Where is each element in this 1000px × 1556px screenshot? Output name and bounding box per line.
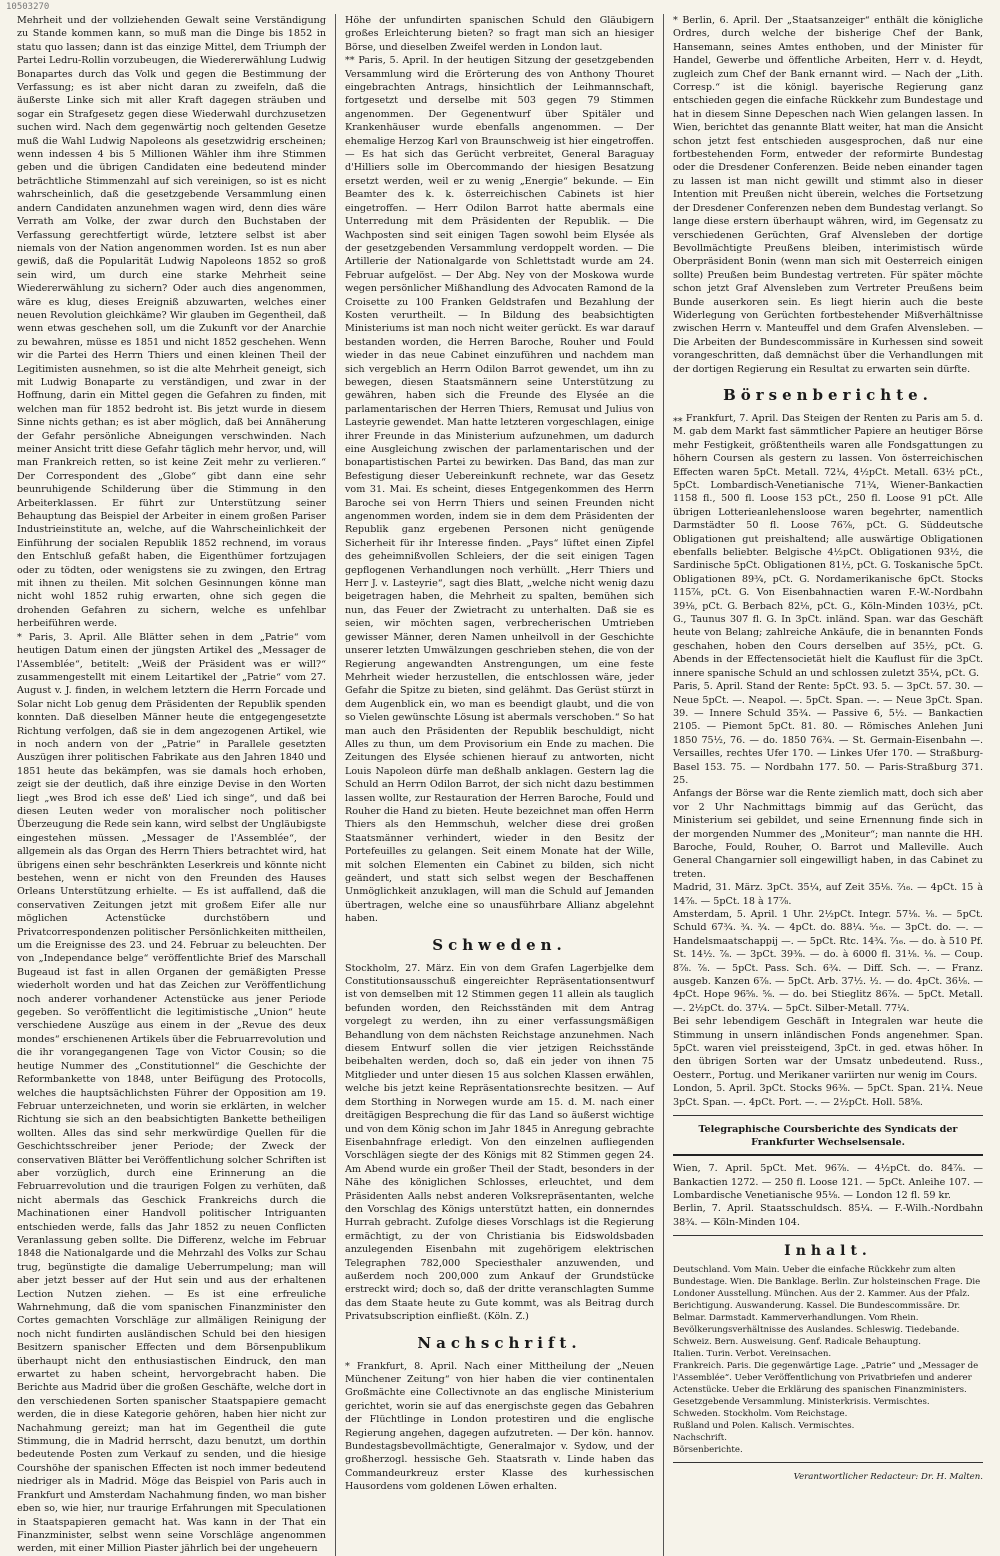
contents-title: Inhalt. <box>784 1243 872 1260</box>
contents-entry: Italien. Turin. Verbot. Vereinsachen. <box>673 1349 832 1360</box>
column-2 <box>336 14 664 1556</box>
divider <box>673 1115 983 1116</box>
article-paris-3-april: * Paris, 3. April. Alle Blätter sehen in dem „Patrie“ vom heutigen Datum einen der jüngsten Artikel des „Messager de l'Assemblée“, betitelt: „Weiß der Präsident was er will?“ zusammengestellt mit einem Leitartikel der „Patrie“ vom 27. August v. J. finden, in welchem letztern die Herrn Forcade und Solar nicht Lob genug dem Präsidenten der Republik spenden konnten. Daß dieselben Männer heute die entgegengesetzte Richtung verfolgen, daß sie in dem angezogenen Artikel, wie in noch andern von der „Patrie“ in Parallele gesetzten Auszügen ihrer politischen Fabrikate aus den Jahren 1840 und 1851 heute das bekämpfen, was sie damals hoch erhoben, zeigt sie der deutlich, daß ihre einzige Devise in den Worten liegt „wes Brod ich esse deß' Lied ich singe“, und daß bei diesen Leuten weder von moralischer noch politischer Überzeugung die Rede sein kann, wird selbst der Ungläubigste eingestehen müssen. „Messager de l'Assemblée“, der allgemein als das Organ des Herrn Thiers betrachtet wird, hat übrigens einen sehr beschränkten Leserkreis und könnte nicht bestehen, wenn er nicht von den Freunden des Hauses Orleans Unterstützung erhielte. — Es ist auffallend, daß die conservativen Zeitungen jetzt mit großem Eifer alle nur möglichen Actenstücke durchstöbern und Privatcorrespondenzen politischer Persönlichkeiten mittheilen, um die Ereignisse des 23. und 24. Februar zu beleuchten. Der von „Independance belge“ veröffentlichte Brief des Marschall Bugeaud ist fast in allen Organen der gemäßigten Presse wiederholt worden und hat das Zeichen zur Veröffentlichung noch anderer vorhandener Actenstücke aus jener Periode gegeben. So veröffentlicht die legitimistische „Union“ heute verschiedene Auszüge aus einem in der „Revue des deux mondes“ erschienenen Artikels über die Februarrevolution und die ihr vorangegangenen Tage von Victor Cousin; so die heutige Nummer des „Constitutionnel“ die Geschichte der Reformbankette von 1848, unter Beifügung des Protocolls, welches die hauptsächlichsten Führer der Opposition am 19. Februar unterzeichneten, und worin sie erklärten, in welcher Richtung sie sich an den beabsichtigten Bankette betheiligen wollten. Alles das sind sehr merkwürdige Quellen für die Geschichtsschreiber jener Periode; der Zweck der conservativen Blätter bei Veröffentlichung solcher Schriften ist aber vorzüglich, durch eine Erinnerung an die Februarrevolution und die traurigen Folgen zu verhüten, daß nicht abermals das Geschick Frankreichs durch die Machinationen einer Handvoll politischer Intriguanten entschieden werde, falls das Jahr 1852 zu neuen Conflicten Veranlassung geben sollte. Die Differenz, welche im Februar 1848 die Nationalgarde und die Mehrzahl des Volks zur Schau trug, begünstigte die damalige Ueberrumpelung; man will aber jetzt besser auf der Hut sein und aus der erhaltenen Lection Nutzen ziehen. — Es ist eine erfreuliche Wahrnehmung, daß die vom spanischen Finanzminister den Cortes gemachten Vorschläge zur allmäligen Reinigung der noch nicht fundirten ausländischen Schuld bei den hiesigen Besitzern spanischer Effecten und dem Börsenpublikum überhaupt nicht den enthusiastischen Eindruck, den man erwartet zu haben scheint, hervorgebracht haben. Die Berichte aus Madrid über die großen Geschäfte, welche dort in den verschiedenen Sorten spanischer Staatspapiere gemacht werden, die in diese Kategorie gehören, haben hier nicht zur Nachahmung gereizt; man hat im Gegentheil die gute Stimmung, die in Madrid herrscht, dazu benutzt, um dorthin bedeutende Posten zum Verkauf zu senden, und die hiesige Courshöhe der spanischen Effecten ist noch immer bedeutend niedriger als in Madrid. Möge das Beispiel von Paris auch in Frankfurt und Amsterdam Nachahmung finden, wo man bisher eben so, wie hier, nur traurige Erfahrungen mit Speculationen in Staatspapieren gemacht hat. Was kann in der That ein Finanzminister, selbst wenn seine Vorschläge angenommen werden, mit einer Million Piaster jährlich bei der ungeheuern <box>17 631 327 1555</box>
contents-entry: Deutschland. Vom Main. Ueber die einfache Rückkehr zum alten Bundestage. Wien. Die Banklage. Berlin. Zur holsteinschen Frage. Die Londoner Ausstellung. München. Aus der 2. Kammer. Aus der Pfalz. Berichtigung. Auswanderung. Kassel. Die Bundescommissäre. Dr. Belmar. Darmstadt. Kammerverhandlungen. Vom Rhein. Bevölkerungsverhältnisse des Auslandes. Schleswig. Tiedebande. <box>673 1265 981 1336</box>
divider <box>673 1235 983 1236</box>
divider <box>673 1154 983 1156</box>
column-3 <box>664 14 992 1556</box>
telegraph-heading: Telegraphische Coursberichte des Syndicats der Frankfurter Wechselsensale. <box>698 1124 958 1149</box>
report-frankfurt: ⁎⁎ Frankfurt, 7. April. Das Steigen der Renten zu Paris am 5. d. M. gab dem Markt fast sämmtlicher Papiere an heutiger Börse mehr Festigkeit, größtentheils waren alle Fondsgattungen zu höhern Coursen als gestern zu lassen. Von österreichischen Effecten waren 5pCt. Metall. 72¼, 4½pCt. Metall. 63½ pCt., 5pCt. Lombardisch-Venetianische 71¾, Wiener-Bankactien 1158 fl., 500 fl. Loose 153 pCt., 250 fl. Loose 91 pCt. Alle übrigen Lotterieanlehensloose waren begehrter, namentlich Darmstädter 50 fl. Loose 76⅞, pCt. G. Süddeutsche Obligationen gut preishaltend; alle auswärtige Obligationen ebenfalls beliebter. Belgische 4½pCt. Obligationen 93½, die Sardinische 5pCt. Obligationen 81½, pCt. G. Toskanische 5pCt. Obligationen 89¾, pCt. G. Nordamerikanische 6pCt. Stocks 115⅞, pCt. G. Von Eisenbahnactien waren F.-W.-Nordbahn 39⅛, pCt. G. Berbach 82⅛, pCt. G., Köln-Minden 103½, pCt. G., Taunus 307 fl. G. In 3pCt. inländ. Span. war das Geschäft heute von Belang; zahlreiche Ankäufe, die in benannten Fonds geschahen, hoben den Cours derselben auf 35½, pCt. G. Abends in der Effectensocietät hielt die Kauflust für die 3pCt. innere spanische Schuld an und schlossen zuletzt 35¼, pCt. G. <box>673 412 983 679</box>
article-paris-continued: Höhe der unfundirten spanischen Schuld den Gläubigern großes Erleichterung bieten? so fragt man sich an hiesiger Börse, und dieselben Zweifel werden in London laut. <box>345 15 654 53</box>
newspaper-columns <box>8 14 992 1555</box>
article-frankreich-continued: Mehrheit und der vollziehenden Gewalt seine Verständigung zu Stande kommen kann, so muß man die Dinge bis 1852 in statu quo lassen; dann ist das einzige Mittel, dem Triumph der Partei Ledru-Rollin vorzubeugen, die Wiedererwählung Ludwig Bonapartes durch das Volk und gegen die Bestimmung der Verfassung; es ist aber nicht daran zu zweifeln, daß die äußerste Linke sich mit aller Kraft dagegen sträuben und sogar ein Strafgesetz gegen diese Wiederwahl durchzusetzen suchen wird. Nach dem gegenwärtig noch geltenden Gesetze muß die Wahl Ludwig Napoleons als gesetzwidrig erscheinen; wenn indessen 4 bis 5 Millionen Wähler ihm ihre Stimmen geben und die übrigen Candidaten eine bedeutend minder beträchtliche Stimmenzahl auf sich vereinigen, so ist es nicht wahrscheinlich, daß die gesetzgebende Versammlung einen andern Candidaten anzunehmen wagen wird, denn dies wäre Verrath am Volke, der zwar durch den Buchstaben der Verfassung gerechtfertigt würde, letztere selbst ist aber niemals von der Nation angenommen worden. Ist es nun aber gewiß, daß die Popularität Ludwig Napoleons 1852 so groß sein wird, um durch eine starke Mehrheit seine Wiedererwählung zu sichern? Oder auch dies angenommen, wäre es klug, dieses Ereigniß abzuwarten, welches einer neuen Revolution gleichkäme? Wir glauben im Gegentheil, daß wenn etwas geschehen soll, um die Zukunft vor der Anarchie zu bewahren, müsse es 1851 und nicht 1852 geschehen. Wenn wir die Partei des Herrn Thiers und einen kleinen Theil der Legitimisten ausnehmen, so ist die alte Mehrheit geneigt, sich mit Ludwig Bonaparte zu verständigen, und zwar in der Hoffnung, darin ein Mittel gegen die Gefahren zu finden, mit welchen man für 1852 bedroht ist. Bis jetzt wurde in diesem Sinne nichts gethan; es ist aber möglich, daß bei Annäherung der Gefahr persönliche Abneigungen verschwinden. Nach meiner Ansicht tritt diese Gefahr täglich mehr hervor, und, will man Frankreich retten, so ist keine Zeit mehr zu verlieren.“ Der Correspondent des „Globe“ gibt dann eine sehr beunruhigende Schilderung über die Stimmung in den Arbeiterklassen. Er führt zur Unterstützung seiner Behauptung das Beispiel der Arbeiter in einem großen Pariser Industrieinstitute an, welche, auf die Wahrscheinlichkeit der Einführung der socialen Republik 1852 rechnend, im voraus den Entschluß gefaßt haben, die Eigenthümer fortzujagen oder zu tödten, oder wenigstens sie zu zwingen, den Ertrag mit ihnen zu theilen. Mit solchen Gesinnungen könne man nicht wohl 1852 ruhig erwarten, ohne sich gegen die drohenden Gefahren zu sichern, welche es unfehlbar herbeiführen werde. <box>17 15 326 630</box>
telegraph-berlin: Berlin, 7. April. Staatsschuldsch. 85¼. — F.-Wilh.-Nordbahn 38¾. — Köln-Minden 104. <box>673 1203 983 1228</box>
report-amsterdam: Amsterdam, 5. April. 1 Uhr. 2½pCt. Integr. 57⅛. ⅛. — 5pCt. Schuld 67¾. ¾. ¾. — 4pCt. do. 88¼. ⁵⁄₁₆. — 3pCt. do. —. — Handelsmaatschappij —. — 5pCt. Rtc. 14¾. ⁷⁄₁₆. — do. à 510 Pf. St. 14½. ⅞. — 3pCt. 39⅜. — do. à 6000 fl. 31⅛. ⅛. — Coup. 8⅞. ⅞. — 5pCt. Pass. Sch. 6¾. — Diff. Sch. —. — Franz. ausgeb. Kanzen 6⅞. — 5pCt. Arb. 37½. ½. — do. 4pCt. 36⅛. — 4pCt. Hope 96⅝. ⅝. — do. bei Stieglitz 86⅞. — 5pCt. Metall. —. 2½pCt. do. 37¼. — 5pCt. Silber-Metall. 77¼. <box>673 909 983 1014</box>
report-paris-note: Anfangs der Börse war die Rente ziemlich matt, doch sich aber vor 2 Uhr Nachmittags bimmig auf das Gerücht, das Ministerium sei gebildet, und seine Ernennung finde sich in der morgenden Nummer des „Moniteur“; man nannte die HH. Baroche, Fould, Rouher, O. Barrot und Malleville. Auch General Changarnier soll eingewilligt haben, in das Cabinet zu treten. <box>673 788 983 880</box>
report-amsterdam-note: Bei sehr lebendigem Geschäft in Integralen war heute die Stimmung in unsern inländischen Fonds angenehmer. Span. 5pCt. waren viel preissteigend, 3pCt. in ged. etwas höher. In den übrigen Sorten war der Umsatz unbedeutend. Russ., Oesterr., Portug. und Merikaner variirten nur wenig im Cours. <box>673 1016 983 1081</box>
article-berlin-6-april: * Berlin, 6. April. Der „Staatsanzeiger“ enthält die königliche Ordres, durch welche der bisherige Chef der Bank, Hansemann, seines Amtes enthoben, und der Minister für Handel, Gewerbe und öffentliche Arbeiten, Herr v. d. Heydt, zugleich zum Chef der Bank ernannt wird. — Nach der „Lith. Corresp.“ ist die königl. bayerische Regierung ganz entschieden gegen die einfache Rückkehr zum Bundestage und hat in diesem Sinne Depeschen nach Wien gelangen lassen. In Wien, berichtet das genannte Blatt weiter, hat man die Ansicht schon jetzt fest entschieden ausgesprochen, daß nur eine fortbestehenden Form, entweder der reformirte Bundestag oder die Dresdener Conferenzen. Beide neben einander tagen zu lassen ist man nicht gewillt und stimmt also in dieser Intention mit Preußen nicht überein, welches die Fortsetzung der Dresdener Conferenzen neben dem Bundestag verlangt. So lange diese erstern überhaupt währen, wird, im Gegensatz zu verschiedenen Gerüchten, Graf Alvensleben der dortige Bevollmächtigte Preußens bleiben, interimistisch würde Oberpräsident Bonin (wenn man sich mit Oesterreich einigen sollte) Preußen beim Bundestag vertreten. Für später möchte schon jetzt Graf Alvensleben zum Vertreter Preußens beim Bunde auserkoren sein. Es liegt hierin auch die beste Widerlegung von Gerüchten fortbestehender Mißverhältnisse zwischen Herrn v. Manteuffel und dem Grafen Alvensleben. — Die Arbeiten der Bundescommissäre in Kurhessen sind soweit vorangeschritten, daß demnächst über die Verhandlungen mit der dortigen Regierung ein Resultat zu erwarten sein dürfte. <box>673 15 983 375</box>
article-stockholm: Stockholm, 27. März. Ein von dem Grafen Lagerbjelke dem Constitutionsausschuß eingereichter Repräsentationsentwurf ist von demselben mit 12 Stimmen gegen 11 allein als tauglich befunden worden, den Reichsständen mit dem Antrag vorgelegt zu werden, ihn zu einer verfassungsmäßigen Behandlung von dem nächsten Reichstage anzunehmen. Nach diesem Entwurf sollen die vier jetzigen Reichsstände beibehalten werden, doch so, daß ein jeder von ihnen 75 Mitglieder und unter diesen 15 aus solchen Klassen erwählen, welche bis jetzt keine Repräsentationsrechte besitzen. — Auf dem Storthing in Norwegen wurde am 15. d. M. nach einer dreitägigen Besprechung die für das Land so äußerst wichtige und von dem König schon im Jahr 1845 in Anregung gebrachte Eisenbahnfrage erledigt. Von den einzelnen aufliegenden Vorschlägen siegte der des Königs mit 82 Stimmen gegen 24. Am Abend wurde ein großer Theil der Stadt, besonders in der Nähe des königlichen Schlosses, erleuchtet, und dem Präsidenten Aalls nebst anderen Volksrepräsentanten, welche den Vorschlag des Königs unterstützt hatten, ein donnerndes Hurrah gebracht. Zufolge dieses Vorschlags ist die Regierung ermächtigt, zu der von Christiania bis Eidswoldsbaden anzulegenden Eisenbahn mit zugehörigem elektrischen Telegraphen 782,000 Speciesthaler anzuwenden, und außerdem noch 200,000 zum Ankauf der Grundstücke erstreckt wird; doch so, daß der dritte veranschlagten Summe das dem Staate heute zu Gute kommt, was als Beitrag durch Privatsubscription einfließt. (Köln. Z.) <box>345 962 654 1323</box>
report-london: London, 5. April. 3pCt. Stocks 96⅜. — 5pCt. Span. 21¼. Neue 3pCt. Span. —. 4pCt. Port. —. — 2½pCt. Holl. 58⅝. <box>673 1083 983 1108</box>
contents-entry: Rußland und Polen. Kalisch. Vermischtes. <box>673 1421 855 1432</box>
section-heading-schweden: Schweden. <box>432 935 567 954</box>
contents-entry: Schweiz. Bern. Ausweisung. Genf. Radicale Behauptung. <box>673 1337 921 1348</box>
section-heading-nachschrift: Nachschrift. <box>417 1333 582 1352</box>
contents-entry: Nachschrift. <box>673 1433 727 1444</box>
column-1 <box>8 14 336 1556</box>
section-heading-boersenberichte: Börsenberichte. <box>723 385 933 404</box>
contents-entry: Schweden. Stockholm. Vom Reichstage. <box>673 1409 848 1420</box>
telegraph-wien: Wien, 7. April. 5pCt. Met. 96⅞. — 4½pCt. do. 84⅞. — Bankactien 1272. — 250 fl. Loose 121. — 5pCt. Anleihe 107. — Lombardische Venetianische 95⅛. — London 12 fl. 59 kr. <box>673 1163 983 1201</box>
contents-entry: Börsenberichte. <box>673 1445 743 1456</box>
divider <box>673 1462 983 1463</box>
contents-entry: Frankreich. Paris. Die gegenwärtige Lage. „Patrie“ und „Messager de l'Assemblée“. Ueber Veröffentlichung von Privatbriefen und anderer Actenstücke. Ueber die Erklärung des spanischen Finanzministers. Gesetzgebende Versammlung. Ministerkrisis. Vermischtes. <box>673 1361 979 1408</box>
report-paris: Paris, 5. April. Stand der Rente: 5pCt. 93. 5. — 3pCt. 57. 30. — Neue 5pCt. —. Neapol. —. 5pCt. Span. —. — Neue 3pCt. Span. 39. — Innere Schuld 35¾. — Passive 6, 5½. — Bankactien 2105. — Piemont 5pCt. 81. 80. — Römisches Anlehen Juni 1850 75½, 76. — do. 1850 76¾. — St. Germain-Eisenbahn —. Versailles, rechtes Ufer 170. — Linkes Ufer 170. — Straßburg-Basel 153. 75. — Nordbahn 177. 50. — Paris-Straßburg 371. 25. <box>673 681 983 786</box>
editor-credit: Verantwortlicher Redacteur: Dr. H. Malten. <box>793 1472 983 1483</box>
article-paris-5-april: ** Paris, 5. April. In der heutigen Sitzung der gesetzgebenden Versammlung wird die Erörterung des von Anthony Thouret eingebrachten Antrags, hinsichtlich der Leihmannschaft, fortgesetzt und derselbe mit 503 gegen 79 Stimmen angenommen. Der Gegenentwurf über Spitäler und Krankenhäuser wurde ebenfalls angenommen. — Der ehemalige Herzog Karl von Braunschweig ist hier eingetroffen. — Es hat sich das Gerücht verbreitet, General Baraguay d'Hilliers solle im Obercommando der hiesigen Besatzung ersetzt werden, weil er zu wenig „Energie“ bekunde. — Ein Beamter des k. k. österreichischen Cabinets ist hier eingetroffen. — Herr Odilon Barrot hatte abermals eine Unterredung mit dem Präsidenten der Republik. — Die Wachposten sind seit einigen Tagen sowohl beim Elysée als der gesetzgebenden Versammlung verdoppelt worden. — Die Artillerie der Nationalgarde von Schlettstadt wurde am 24. Februar aufgelöst. — Der Abg. Ney von der Moskowa wurde wegen persönlicher Mißhandlung des Advocaten Ramond de la Croisette zu 100 Franken Geldstrafen und Bezahlung der Kosten verurtheilt. — In Bildung des beabsichtigten Ministeriums ist man noch nicht weiter gerückt. Es war darauf bestanden worden, die Herren Baroche, Rouher und Fould wieder in das neue Cabinet einzuführen und nachdem man sich vergeblich an Herrn Odilon Barrot gewendet, um ihn zu bewegen, diesen Staatsmännern seine Unterstützung zu gewähren, haben sich die Freunde des Elysée an die parlamentarischen der Herren Thiers, Remusat und Julius von Lasteyrie gewendet. Man hatte letzteren vorgeschlagen, einige ihrer Freunde in das Ministerium aufzunehmen, um dadurch eine Ausgleichung zwischen der parlamentarischen und der bonapartistischen Partei zu bewirken. Das Band, das man zur Befestigung dieser Uebereinkunft rechnete, war das Gesetz vom 31. Mai. Es scheint, dieses Entgegenkommen des Herrn Baroche sei von Herrn Thiers und seinen Freunden nicht angenommen worden, indem sie in dem dem Präsidenten der Republik ganz ergebenen Personen nicht genügende Sicherheit für ihr Interesse finden. „Pays“ lüftet einen Zipfel des geheimnißvollen Schleiers, der die seit einigen Tagen gepflogenen Verhandlungen noch verhüllt. „Herr Thiers und Herr J. v. Lasteyrie“, sagt dies Blatt, „welche nicht wenig dazu beigetragen haben, die Mehrheit zu spalten, bemühen sich nun, das Feuer der Zwietracht zu unterhalten. Daß sie es seien, wir möchten sagen, verbrecherischen Umtrieben gewisser Männer, deren Namen unheilvoll in der Geschichte unserer letzten Umwälzungen geschrieben stehen, die von der Regierung angewandten Anstrengungen, um eine feste Mehrheit wieder herzustellen, die entschlossen wäre, jeder Gefahr die Spitze zu bieten, sind gelähmt. Das Gerüst stürzt in dem Augenblick ein, wo man es beendigt glaubt, und die von so Vielen gewünschte Lösung ist abermals verschoben.“ So hat man auch den Präsidenten der Republik beschuldigt, nicht Alles zu thun, um dem Provisorium ein Ende zu machen. Die Zeitungen des Elysée schienen hierauf zu antworten, nicht Louis Napoleon dürfe man deßhalb anklagen. Gestern lag die Schuld an Herrn Odilon Barrot, der sich nicht dazu bestimmen lassen wollte, zur Restauration der Herren Baroche, Fould und Rouher die Hand zu bieten. Heute bezeichnet man offen Herrn Thiers als den Hemmschuh, welcher diese drei großen Staatsmänner verhindert, wieder in den Besitz der Portefeuilles zu gelangen. Seit einem Monate hat der Wille, mit solchen Elementen ein Cabinet zu bilden, sich nicht geändert, und statt sich selbst wegen der Beschaffenen Unmöglichkeit anzuklagen, will man die Schuld auf Jemanden übertragen, welche eine so unausführbare Allianz abgelehnt haben. <box>345 55 654 925</box>
article-frankfurt-8-april: * Frankfurt, 8. April. Nach einer Mittheilung der „Neuen Münchener Zeitung“ von hier haben die vier continentalen Großmächte eine Collectivnote an das englische Ministerium gerichtet, worin sie auf das energischste gegen das Gebahren der Flüchtlinge in London protestiren und die englische Regierung angehen, dagegen aufzutreten. — Der kön. hannov. Bundestagsbevollmächtigte, Generalmajor v. Sydow, und der großherzogl. hessische Geh. Staatsrath v. Linde haben das Commandeurkreuz erster Klasse des kurhessischen Hausordens vom goldenen Löwen erhalten. <box>345 1360 654 1493</box>
table-of-contents <box>673 1239 983 1456</box>
report-madrid: Madrid, 31. März. 3pCt. 35¼, auf Zeit 35⅛. ⁷⁄₁₆. — 4pCt. 15 à 14⅞. — 5pCt. 18 à 17⅞. <box>673 882 983 907</box>
page-id: 10503270 <box>6 2 50 12</box>
